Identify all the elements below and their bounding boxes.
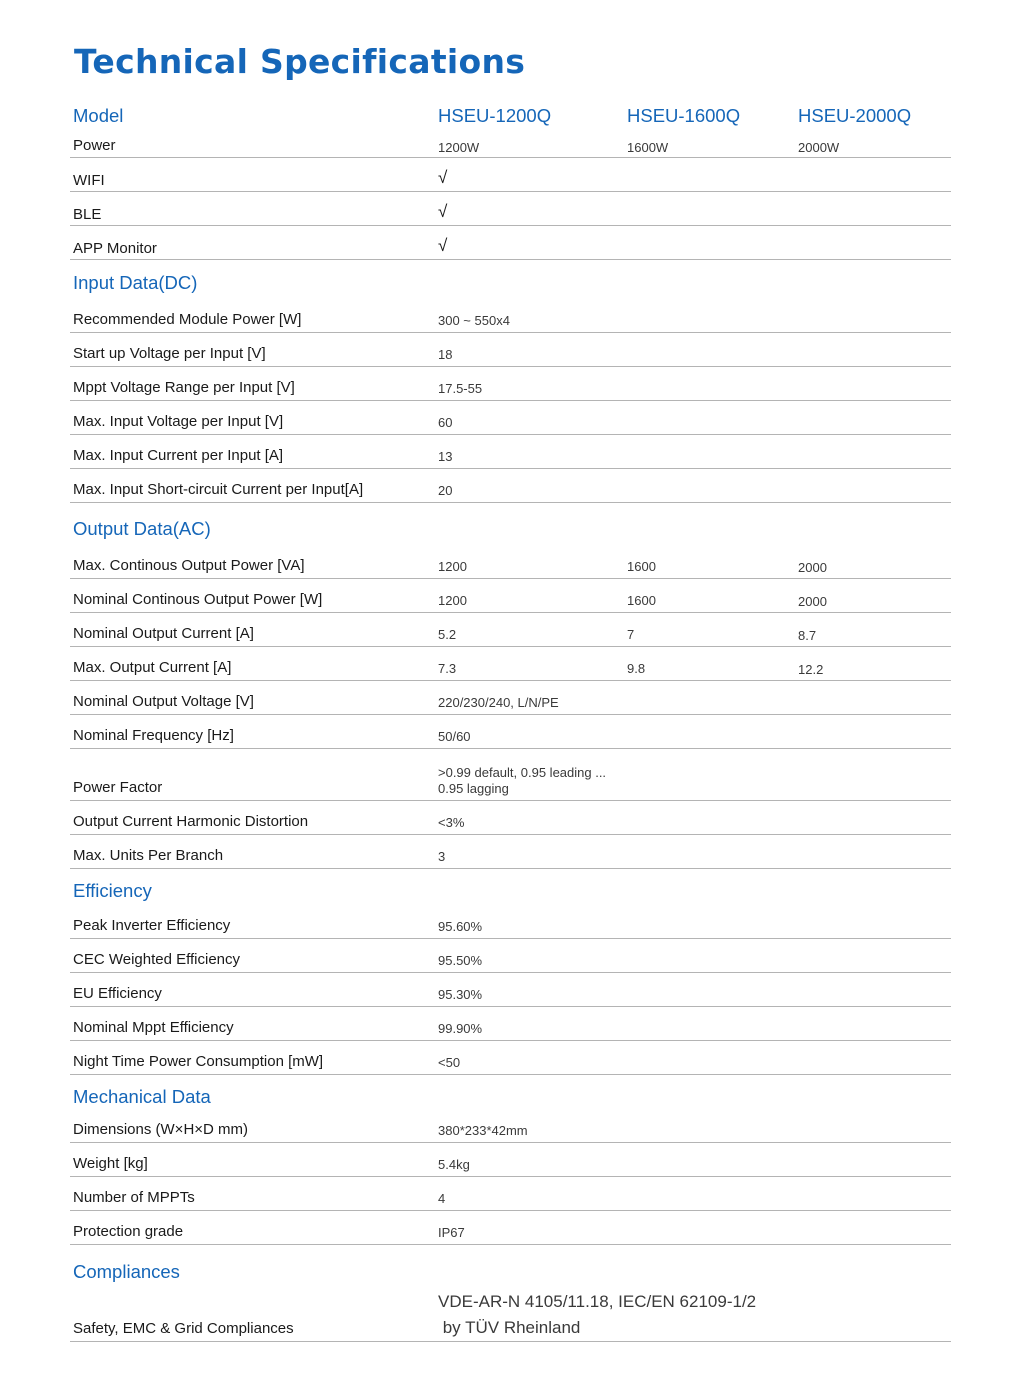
spec-value-1200: 1200 (438, 593, 467, 608)
spec-row-input (70, 333, 951, 367)
spec-label: Peak Inverter Efficiency (73, 917, 231, 934)
model-label: Model (73, 105, 124, 126)
model-2000: HSEU-2000Q (798, 105, 912, 126)
spec-label: BLE (73, 206, 102, 223)
spec-label: Max. Input Short-circuit Current per Input[A] (73, 481, 364, 498)
spec-label: Nominal Output Current [A] (73, 625, 254, 642)
model-header-row (70, 104, 951, 130)
spec-value-2000: 2000 (798, 594, 827, 609)
spec-label: Nominal Output Voltage [V] (73, 693, 254, 710)
spec-value-2000: 12.2 (798, 662, 824, 677)
spec-value-1600: 7 (627, 627, 635, 642)
spec-label: APP Monitor (73, 240, 157, 257)
spec-row-output (70, 715, 951, 749)
spec-label: Nominal Mppt Efficiency (73, 1019, 234, 1036)
spec-row-efficiency (70, 939, 951, 973)
spec-row-input (70, 367, 951, 401)
spec-row-app-monitor (70, 226, 951, 260)
spec-value-2000: 2000W (798, 140, 840, 155)
check-mark: √ (438, 168, 448, 187)
spec-value: 13 (438, 449, 453, 464)
spec-value-line1: >0.99 default, 0.95 leading ... (438, 765, 607, 780)
spec-row-input (70, 299, 951, 333)
page-title: Technical Specifications (74, 42, 526, 81)
spec-row-efficiency (70, 973, 951, 1007)
spec-label: Max. Input Current per Input [A] (73, 447, 284, 464)
spec-row-input (70, 469, 951, 503)
spec-value: 4 (438, 1191, 446, 1206)
spec-value-2000: 2000 (798, 560, 827, 575)
spec-label: Nominal Continous Output Power [W] (73, 591, 323, 608)
spec-label: EU Efficiency (73, 985, 162, 1002)
spec-value: 20 (438, 483, 453, 498)
spec-row-output (70, 749, 951, 801)
spec-label: Night Time Power Consumption [mW] (73, 1053, 324, 1070)
spec-value-line2: 0.95 lagging (438, 781, 509, 796)
spec-row-output (70, 579, 951, 613)
spec-value: 99.90% (438, 1021, 483, 1036)
spec-value: 3 (438, 849, 446, 864)
spec-value-1200: 7.3 (438, 661, 457, 676)
spec-row-mechanical (70, 1177, 951, 1211)
spec-row-output (70, 681, 951, 715)
spec-value: <3% (438, 815, 465, 830)
spec-value: 220/230/240, L/N/PE (438, 695, 559, 710)
section-compliances: Compliances (73, 1261, 180, 1282)
spec-value-1600: 1600W (627, 140, 669, 155)
spec-value-1600: 1600 (627, 559, 656, 574)
spec-row-efficiency (70, 1041, 951, 1075)
spec-label: Start up Voltage per Input [V] (73, 345, 266, 362)
spec-row-power (70, 133, 951, 158)
spec-label: WIFI (73, 172, 105, 189)
spec-label: Max. Input Voltage per Input [V] (73, 413, 284, 430)
spec-value-2000: 8.7 (798, 628, 817, 643)
spec-label: Max. Continous Output Power [VA] (73, 557, 305, 574)
spec-value: 50/60 (438, 729, 471, 744)
spec-label: Recommended Module Power [W] (73, 311, 302, 328)
spec-label: CEC Weighted Efficiency (73, 951, 241, 968)
spec-label: Safety, EMC & Grid Compliances (73, 1320, 294, 1337)
spec-value-1600: 1600 (627, 593, 656, 608)
spec-value: IP67 (438, 1225, 465, 1240)
section-input-data: Input Data(DC) (73, 272, 198, 293)
spec-label: Power Factor (73, 779, 163, 796)
spec-value-1200: 1200W (438, 140, 480, 155)
spec-row-output (70, 835, 951, 869)
spec-value: 18 (438, 347, 453, 362)
spec-row-output (70, 801, 951, 835)
check-mark: √ (438, 236, 448, 255)
spec-label: Dimensions (W×H×D mm) (73, 1121, 249, 1138)
spec-value-1200: 1200 (438, 559, 467, 574)
spec-row-mechanical (70, 1143, 951, 1177)
spec-row-input (70, 435, 951, 469)
spec-label: Max. Units Per Branch (73, 847, 224, 864)
spec-label: Max. Output Current [A] (73, 659, 232, 676)
section-output-data: Output Data(AC) (73, 518, 211, 539)
spec-label: Mppt Voltage Range per Input [V] (73, 379, 295, 396)
spec-value: 300 ~ 550x4 (438, 313, 510, 328)
spec-row-mechanical (70, 1211, 951, 1245)
spec-value: 95.50% (438, 953, 483, 968)
spec-label: Number of MPPTs (73, 1189, 195, 1206)
spec-row-efficiency (70, 1007, 951, 1041)
section-efficiency: Efficiency (73, 880, 152, 901)
model-1200: HSEU-1200Q (438, 105, 552, 126)
spec-row-output (70, 613, 951, 647)
spec-row-output (70, 647, 951, 681)
spec-value-line1: VDE-AR-N 4105/11.18, IEC/EN 62109-1/2 (438, 1292, 757, 1311)
spec-value-1600: 9.8 (627, 661, 646, 676)
spec-row-input (70, 401, 951, 435)
spec-value: <50 (438, 1055, 461, 1070)
spec-label: Nominal Frequency [Hz] (73, 727, 234, 744)
spec-value: 95.60% (438, 919, 483, 934)
spec-value: 95.30% (438, 987, 483, 1002)
spec-row-compliance (70, 1286, 951, 1342)
spec-label: Power (73, 137, 116, 154)
spec-label: Weight [kg] (73, 1155, 148, 1172)
spec-row-efficiency (70, 905, 951, 939)
spec-value-1200: 5.2 (438, 627, 457, 642)
spec-label: Protection grade (73, 1223, 184, 1240)
spec-row-output (70, 545, 951, 579)
spec-row-ble (70, 192, 951, 226)
spec-value-line2: by TÜV Rheinland (438, 1318, 581, 1337)
check-mark: √ (438, 202, 448, 221)
section-mechanical-data: Mechanical Data (73, 1086, 211, 1107)
spec-row-wifi (70, 158, 951, 192)
spec-value: 60 (438, 415, 453, 430)
spec-value: 380*233*42mm (438, 1123, 528, 1138)
spec-value: 17.5-55 (438, 381, 483, 396)
spec-value: 5.4kg (438, 1157, 470, 1172)
spec-label: Output Current Harmonic Distortion (73, 813, 309, 830)
model-1600: HSEU-1600Q (627, 105, 741, 126)
spec-row-mechanical (70, 1109, 951, 1143)
